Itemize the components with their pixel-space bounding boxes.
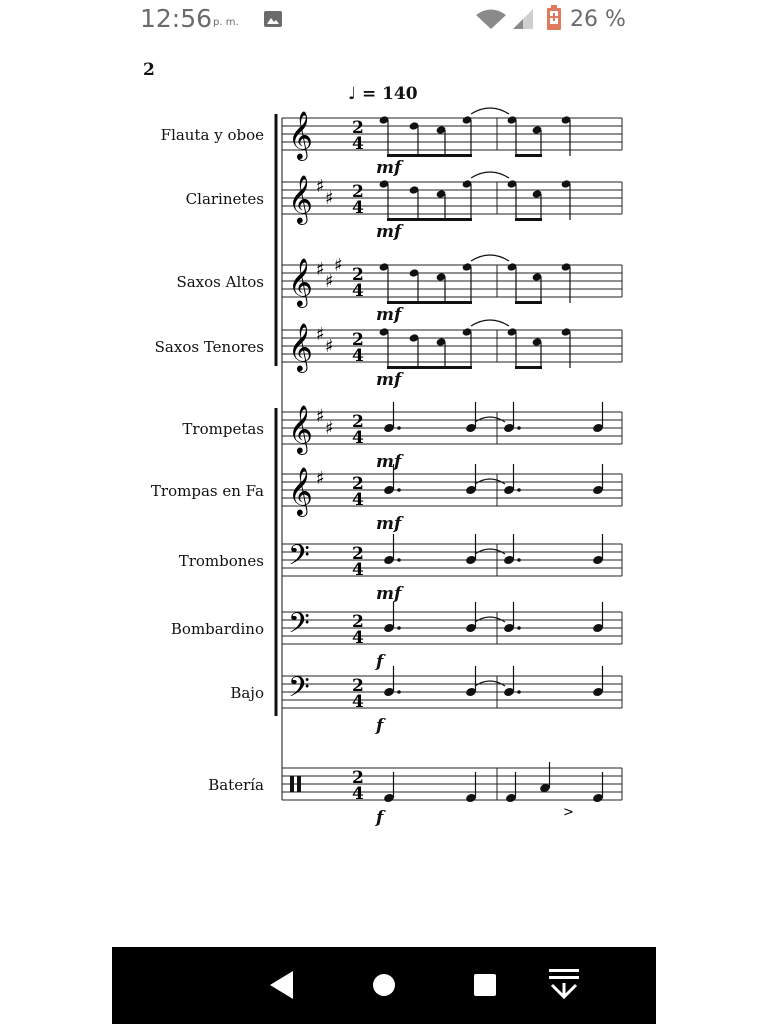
time-signature-bottom: 4 [352, 784, 364, 804]
instrument-label: Bajo [230, 684, 264, 702]
navigation-bar [112, 947, 656, 1024]
accent-mark: > [563, 805, 574, 820]
dynamic-marking: f [376, 652, 384, 672]
time-signature-bottom: 4 [352, 692, 364, 712]
staff [282, 762, 622, 820]
tie [471, 255, 509, 261]
bass-clef-icon: 𝄢 [288, 539, 310, 579]
time-signature-top: 2 [352, 544, 364, 564]
dynamic-marking: mf [376, 370, 402, 390]
back-icon[interactable] [242, 947, 322, 1024]
beam [387, 301, 472, 304]
staff [282, 108, 622, 161]
sharp-icon: ♯ [316, 324, 325, 345]
staff [282, 255, 622, 308]
staff [282, 666, 622, 712]
dynamic-marking: mf [376, 452, 402, 472]
instrument-label: Trompas en Fa [150, 482, 264, 500]
time-signature-bottom: 4 [352, 560, 364, 580]
tie [471, 108, 509, 114]
dynamic-marking: mf [376, 305, 402, 325]
time-signature-top: 2 [352, 330, 364, 350]
dot [397, 558, 401, 562]
tempo-marking: ♩ = 140 [348, 84, 418, 104]
sharp-icon: ♯ [316, 406, 325, 427]
status-time: 12:56 [140, 4, 213, 33]
time-signature-top: 2 [352, 118, 364, 138]
staff [282, 602, 622, 648]
dot [517, 426, 521, 430]
time-signature-top: 2 [352, 182, 364, 202]
instrument-label: Saxos Tenores [154, 338, 264, 356]
sharp-icon: ♯ [316, 176, 325, 197]
treble-clef-icon: 𝄞 [288, 322, 313, 371]
treble-clef-icon: 𝄞 [288, 404, 313, 453]
dynamic-marking: mf [376, 158, 402, 178]
percussion-clef-icon [290, 776, 294, 792]
time-signature-bottom: 4 [352, 134, 364, 154]
time-signature-bottom: 4 [352, 628, 364, 648]
time-signature-bottom: 4 [352, 198, 364, 218]
recents-icon[interactable] [445, 947, 525, 1024]
instrument-label: Saxos Altos [176, 273, 264, 291]
beam [515, 301, 542, 304]
sharp-icon: ♯ [316, 468, 325, 489]
beam [387, 218, 472, 221]
status-ampm: p. m. [213, 17, 239, 28]
beam [515, 366, 542, 369]
sharp-icon: ♯ [325, 418, 334, 439]
beam [515, 154, 542, 157]
sharp-icon: ♯ [325, 271, 334, 292]
tie [471, 320, 509, 326]
dot [397, 690, 401, 694]
dynamic-marking: mf [376, 514, 402, 534]
treble-clef-icon: 𝄞 [288, 110, 313, 159]
download-icon[interactable] [524, 947, 604, 1024]
dot [397, 626, 401, 630]
sharp-icon: ♯ [316, 259, 325, 280]
staff [282, 464, 622, 517]
bass-clef-icon: 𝄢 [288, 671, 310, 711]
time-signature-bottom: 4 [352, 490, 364, 510]
percussion-clef-icon [297, 776, 301, 792]
instrument-label: Trompetas [182, 420, 264, 438]
bass-clef-icon: 𝄢 [288, 607, 310, 647]
dot [517, 690, 521, 694]
dot [397, 488, 401, 492]
instrument-label: Bombardino [170, 620, 264, 638]
dynamic-marking: mf [376, 584, 402, 604]
beam [387, 366, 472, 369]
sharp-icon: ♯ [325, 336, 334, 357]
staff [282, 402, 622, 455]
time-signature-top: 2 [352, 265, 364, 285]
time-signature-top: 2 [352, 474, 364, 494]
dot [517, 626, 521, 630]
time-signature-top: 2 [352, 768, 364, 788]
sharp-icon: ♯ [325, 188, 334, 209]
beam [387, 154, 472, 157]
battery-percent: 26 % [570, 7, 626, 32]
staff [282, 172, 622, 225]
time-signature-bottom: 4 [352, 281, 364, 301]
time-signature-top: 2 [352, 612, 364, 632]
dot [397, 426, 401, 430]
instrument-label: Batería [208, 776, 264, 794]
time-signature-top: 2 [352, 412, 364, 432]
dot [517, 488, 521, 492]
time-signature-bottom: 4 [352, 428, 364, 448]
dynamic-marking: mf [376, 222, 402, 242]
treble-clef-icon: 𝄞 [288, 257, 313, 306]
instrument-label: Clarinetes [185, 190, 264, 208]
treble-clef-icon: 𝄞 [288, 466, 313, 515]
page-number: 2 [143, 60, 155, 80]
staff [282, 534, 622, 580]
tie [471, 172, 509, 178]
dynamic-marking: f [376, 808, 384, 828]
time-signature-bottom: 4 [352, 346, 364, 366]
sharp-icon: ♯ [334, 255, 343, 276]
staff [282, 320, 622, 373]
time-signature-top: 2 [352, 676, 364, 696]
instrument-label: Trombones [178, 552, 264, 570]
home-icon[interactable] [344, 947, 424, 1024]
dynamic-marking: f [376, 716, 384, 736]
dot [517, 558, 521, 562]
beam [515, 218, 542, 221]
instrument-label: Flauta y oboe [160, 126, 264, 144]
treble-clef-icon: 𝄞 [288, 174, 313, 223]
tempo-value: = 140 [361, 84, 418, 104]
